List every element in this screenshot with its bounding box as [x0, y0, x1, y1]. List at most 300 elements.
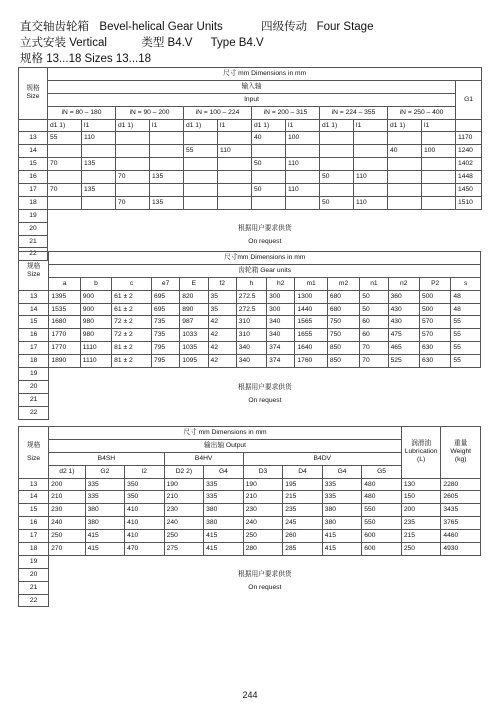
value-cell: 50: [320, 196, 354, 209]
value-cell: [388, 184, 422, 197]
value-cell: 987: [180, 316, 208, 329]
column-header: D4: [283, 465, 323, 478]
value-cell: 310: [236, 316, 266, 329]
value-cell: 1535: [49, 303, 80, 316]
value-cell: 210: [243, 491, 283, 504]
value-cell: [422, 184, 456, 197]
column-header: G5: [362, 465, 402, 478]
column-header: d1 1): [116, 119, 150, 132]
value-cell: 35: [208, 290, 236, 303]
value-cell: 415: [322, 530, 362, 543]
value-cell: [218, 132, 252, 145]
value-cell: 4460: [441, 530, 481, 543]
size-cell: 19: [19, 209, 48, 222]
value-cell: [184, 158, 218, 171]
value-cell: [150, 158, 184, 171]
value-cell: 81 ± 2: [112, 342, 152, 355]
value-cell: 1565: [295, 316, 327, 329]
column-header: l1: [286, 119, 320, 132]
value-cell: 4930: [441, 543, 481, 556]
lubrication-unit: (L): [417, 456, 426, 464]
value-cell: 1240: [456, 145, 482, 158]
size-cell: 15: [19, 504, 49, 517]
table-row: [19, 132, 482, 145]
value-cell: 195: [283, 478, 323, 491]
value-cell: [116, 158, 150, 171]
weight-unit: (kg): [454, 456, 467, 464]
table-row: [19, 303, 481, 316]
value-cell: 200: [401, 504, 441, 517]
value-cell: 680: [327, 290, 359, 303]
table-row: [19, 478, 481, 491]
value-cell: [320, 132, 354, 145]
value-cell: 980: [80, 316, 111, 329]
size-cell: 20: [19, 222, 48, 235]
value-cell: 850: [327, 342, 359, 355]
value-cell: 70: [48, 184, 82, 197]
value-cell: 570: [419, 316, 450, 329]
table-row: [19, 171, 482, 184]
column-header: d1 1): [252, 119, 286, 132]
column-header: c: [112, 277, 152, 290]
value-cell: 300: [267, 303, 295, 316]
value-cell: 695: [151, 303, 179, 316]
size-subheader-blank: [19, 119, 48, 132]
page-number: 244: [242, 690, 258, 700]
sizes-line: 规格 13...18 Sizes 13...18: [20, 53, 152, 65]
value-cell: 70: [116, 196, 150, 209]
output-shaft-table: [18, 426, 481, 607]
value-cell: 135: [82, 184, 116, 197]
value-cell: 60: [360, 316, 388, 329]
value-cell: 272.5: [236, 303, 266, 316]
value-cell: 820: [180, 290, 208, 303]
table-row: [19, 368, 481, 381]
output-group: 输出轴 Output: [49, 439, 402, 452]
value-cell: 900: [80, 290, 111, 303]
value-cell: 380: [204, 517, 244, 530]
value-cell: 374: [267, 355, 295, 368]
size-header: [19, 252, 49, 291]
value-cell: 61 ± 2: [112, 290, 152, 303]
value-cell: 600: [362, 530, 402, 543]
value-cell: 48: [451, 290, 481, 303]
value-cell: 1402: [456, 158, 482, 171]
column-header: G2: [85, 465, 125, 478]
value-cell: 350: [125, 491, 165, 504]
value-cell: 72 ± 2: [112, 316, 152, 329]
value-cell: 1448: [456, 171, 482, 184]
value-cell: 215: [401, 530, 441, 543]
value-cell: 235: [283, 504, 323, 517]
size-cell: 19: [19, 368, 49, 381]
column-header: D3: [243, 465, 283, 478]
value-cell: [82, 171, 116, 184]
value-cell: 61 ± 2: [112, 303, 152, 316]
value-cell: [354, 145, 388, 158]
column-header: E: [180, 277, 208, 290]
value-cell: 50: [360, 290, 388, 303]
value-cell: [150, 132, 184, 145]
value-cell: 230: [243, 504, 283, 517]
value-cell: [48, 196, 82, 209]
value-cell: 335: [204, 491, 244, 504]
value-cell: 70: [360, 355, 388, 368]
value-cell: 680: [327, 303, 359, 316]
value-cell: [286, 171, 320, 184]
table-row: [19, 491, 481, 504]
value-cell: 335: [322, 478, 362, 491]
value-cell: 50: [360, 303, 388, 316]
value-cell: 72 ± 2: [112, 329, 152, 342]
column-header: a: [49, 277, 80, 290]
value-cell: 410: [125, 517, 165, 530]
value-cell: 110: [82, 132, 116, 145]
value-cell: 55: [451, 316, 481, 329]
size-header-cn: 规格: [26, 85, 40, 93]
size-header-en: Size: [27, 270, 41, 278]
column-header: e7: [151, 277, 179, 290]
value-cell: 250: [49, 530, 85, 543]
size-cell: 14: [19, 145, 48, 158]
value-cell: 2605: [441, 491, 481, 504]
value-cell: 415: [204, 543, 244, 556]
ratio-header: iN = 250 – 400: [388, 106, 456, 119]
value-cell: 850: [327, 355, 359, 368]
value-cell: 250: [243, 530, 283, 543]
weight-header: [441, 427, 481, 479]
input-group-en: Input: [48, 93, 456, 106]
column-header: D2 2): [164, 465, 204, 478]
table-row: [19, 355, 481, 368]
table-row: [19, 145, 482, 158]
size-cell: 16: [19, 517, 49, 530]
value-cell: 1035: [180, 342, 208, 355]
value-cell: [320, 158, 354, 171]
value-cell: 475: [388, 329, 419, 342]
value-cell: [354, 132, 388, 145]
value-cell: 190: [243, 478, 283, 491]
value-cell: 735: [151, 316, 179, 329]
column-header: f2: [208, 277, 236, 290]
value-cell: 230: [49, 504, 85, 517]
value-cell: 750: [327, 329, 359, 342]
value-cell: 550: [362, 517, 402, 530]
value-cell: 110: [286, 184, 320, 197]
value-cell: 1440: [295, 303, 327, 316]
value-cell: [82, 196, 116, 209]
ratio-header: iN = 200 – 315: [252, 106, 320, 119]
column-header: n1: [360, 277, 388, 290]
column-header: l1: [150, 119, 184, 132]
g1-subheader-blank: [456, 119, 482, 132]
size-cell: 18: [19, 355, 49, 368]
value-cell: 795: [151, 342, 179, 355]
value-cell: 300: [267, 290, 295, 303]
size-cell: 16: [19, 329, 49, 342]
value-cell: 900: [80, 303, 111, 316]
value-cell: 250: [401, 543, 441, 556]
value-cell: 135: [150, 196, 184, 209]
value-cell: 1033: [180, 329, 208, 342]
size-cell: 17: [19, 184, 48, 197]
value-cell: 50: [252, 184, 286, 197]
value-cell: [218, 196, 252, 209]
size-header-en: Size: [26, 93, 40, 101]
column-header: l1: [82, 119, 116, 132]
table-row: [19, 196, 482, 209]
ratio-header: iN = 100 – 224: [184, 106, 252, 119]
value-cell: 240: [164, 517, 204, 530]
value-cell: [286, 145, 320, 158]
value-cell: [422, 158, 456, 171]
size-cell: 22: [19, 594, 49, 607]
column-header: s: [451, 277, 481, 290]
value-cell: 335: [322, 491, 362, 504]
value-cell: 340: [236, 355, 266, 368]
value-cell: 230: [164, 504, 204, 517]
value-cell: [116, 184, 150, 197]
column-header: d1 1): [388, 119, 422, 132]
value-cell: 81 ± 2: [112, 355, 152, 368]
table-row: [19, 342, 481, 355]
table-row: [19, 504, 481, 517]
type-b4sh: B4SH: [49, 452, 164, 465]
value-cell: 630: [419, 355, 450, 368]
column-header: h: [236, 277, 266, 290]
value-cell: [116, 132, 150, 145]
column-header: d1 1): [48, 119, 82, 132]
on-request-en: On request: [248, 238, 282, 246]
value-cell: [388, 158, 422, 171]
title-line-1: [20, 20, 373, 34]
value-cell: 695: [151, 290, 179, 303]
value-cell: 335: [85, 478, 125, 491]
value-cell: 360: [388, 290, 419, 303]
value-cell: 110: [286, 158, 320, 171]
column-header: h2: [267, 277, 295, 290]
value-cell: 735: [151, 329, 179, 342]
value-cell: 135: [82, 158, 116, 171]
value-cell: [150, 145, 184, 158]
value-cell: 795: [151, 355, 179, 368]
size-cell: 22: [19, 248, 48, 261]
value-cell: 40: [388, 145, 422, 158]
table-row: [19, 316, 481, 329]
size-cell: 21: [19, 393, 49, 406]
size-cell: 14: [19, 491, 49, 504]
type-b4dv: B4DV: [243, 452, 401, 465]
value-cell: 1510: [456, 196, 482, 209]
value-cell: 200: [49, 478, 85, 491]
value-cell: 50: [320, 171, 354, 184]
value-cell: 600: [362, 543, 402, 556]
value-cell: 55: [451, 342, 481, 355]
value-cell: 1640: [295, 342, 327, 355]
value-cell: 3765: [441, 517, 481, 530]
value-cell: 980: [80, 329, 111, 342]
size-cell: 17: [19, 530, 49, 543]
value-cell: [184, 132, 218, 145]
value-cell: [48, 171, 82, 184]
value-cell: [388, 196, 422, 209]
size-cell: 13: [19, 132, 48, 145]
value-cell: 55: [184, 145, 218, 158]
value-cell: 310: [236, 329, 266, 342]
value-cell: 2280: [441, 478, 481, 491]
on-request-cn: 根据用户要求供货: [238, 383, 292, 391]
value-cell: 1095: [180, 355, 208, 368]
dimensions-title: 尺寸 mm Dimensions in mm: [49, 427, 402, 440]
table-row: [19, 530, 481, 543]
value-cell: 890: [180, 303, 208, 316]
value-cell: 70: [116, 171, 150, 184]
column-header: m2: [327, 277, 359, 290]
value-cell: [388, 171, 422, 184]
value-cell: 42: [208, 342, 236, 355]
lubrication-cn: 润滑油: [411, 440, 432, 448]
value-cell: 1890: [49, 355, 80, 368]
value-cell: 430: [388, 316, 419, 329]
value-cell: [388, 132, 422, 145]
value-cell: [422, 171, 456, 184]
value-cell: 335: [204, 478, 244, 491]
on-request-text: [48, 222, 482, 248]
column-header: l1: [354, 119, 388, 132]
value-cell: 42: [208, 329, 236, 342]
dimensions-title: 尺寸 mm Dimensions in mm: [48, 68, 482, 81]
table-row: [19, 555, 481, 568]
value-cell: 190: [164, 478, 204, 491]
ratio-header: iN = 224 – 355: [320, 106, 388, 119]
value-cell: [150, 184, 184, 197]
value-cell: 430: [388, 303, 419, 316]
size-cell: 15: [19, 316, 49, 329]
table-row: [19, 517, 481, 530]
value-cell: 470: [125, 543, 165, 556]
value-cell: 480: [362, 491, 402, 504]
stage-en: Four Stage: [316, 21, 374, 33]
value-cell: 380: [322, 517, 362, 530]
value-cell: [422, 132, 456, 145]
value-cell: 100: [286, 132, 320, 145]
on-request-en: On request: [248, 584, 282, 592]
value-cell: 415: [204, 530, 244, 543]
on-request-en: On request: [248, 396, 282, 404]
column-header: l1: [422, 119, 456, 132]
value-cell: 130: [401, 478, 441, 491]
value-cell: 215: [283, 491, 323, 504]
value-cell: 270: [49, 543, 85, 556]
value-cell: 55: [451, 329, 481, 342]
value-cell: 35: [208, 303, 236, 316]
value-cell: 70: [48, 158, 82, 171]
value-cell: 42: [208, 316, 236, 329]
weight-en: Weight: [450, 448, 472, 456]
value-cell: [354, 158, 388, 171]
size-header-en: Size: [27, 454, 41, 462]
type-cn: 类型 B4.V: [141, 37, 193, 49]
on-request-text: [49, 381, 480, 407]
title-cn: 直交轴齿轮箱: [20, 21, 89, 33]
size-cell: 16: [19, 171, 48, 184]
type-en: Type B4.V: [210, 37, 264, 49]
size-header-cn: 规格: [26, 262, 41, 270]
mounting-label: 立式安装 Vertical: [20, 37, 107, 49]
value-cell: 340: [267, 329, 295, 342]
column-header: l2: [125, 465, 165, 478]
value-cell: [422, 196, 456, 209]
value-cell: [320, 145, 354, 158]
value-cell: 1655: [295, 329, 327, 342]
value-cell: 210: [49, 491, 85, 504]
value-cell: 70: [360, 342, 388, 355]
value-cell: [252, 196, 286, 209]
value-cell: 40: [252, 132, 286, 145]
value-cell: 1760: [295, 355, 327, 368]
value-cell: [116, 145, 150, 158]
input-shaft-table: [18, 67, 482, 261]
size-header-cn: 规格: [26, 441, 41, 449]
on-request-cn: 根据用户要求供货: [238, 571, 292, 579]
value-cell: [218, 171, 252, 184]
value-cell: 1170: [456, 132, 482, 145]
column-header: G4: [204, 465, 244, 478]
value-cell: 335: [85, 491, 125, 504]
value-cell: 380: [204, 504, 244, 517]
dimensions-title: 尺寸mm Dimensions in mm: [49, 252, 481, 265]
value-cell: 480: [362, 478, 402, 491]
value-cell: 525: [388, 355, 419, 368]
on-request-text: [49, 568, 480, 594]
column-header: m1: [295, 277, 327, 290]
ratio-header: iN = 90 – 200: [116, 106, 184, 119]
value-cell: 235: [401, 517, 441, 530]
value-cell: [184, 171, 218, 184]
value-cell: 100: [422, 145, 456, 158]
size-cell: 15: [19, 158, 48, 171]
size-cell: 20: [19, 568, 49, 581]
column-header: d1 1): [320, 119, 354, 132]
g1-header: G1: [456, 80, 482, 119]
value-cell: 350: [125, 478, 165, 491]
value-cell: 415: [85, 543, 125, 556]
value-cell: 3435: [441, 504, 481, 517]
value-cell: 1395: [49, 290, 80, 303]
value-cell: [48, 145, 82, 158]
value-cell: [82, 145, 116, 158]
value-cell: 55: [48, 132, 82, 145]
value-cell: 48: [451, 303, 481, 316]
value-cell: 240: [243, 517, 283, 530]
value-cell: 340: [267, 316, 295, 329]
value-cell: 1450: [456, 184, 482, 197]
table-row: [19, 184, 482, 197]
value-cell: 500: [419, 303, 450, 316]
value-cell: 340: [236, 342, 266, 355]
value-cell: 245: [283, 517, 323, 530]
value-cell: 275: [164, 543, 204, 556]
value-cell: 415: [322, 543, 362, 556]
title-en: Bevel-helical Gear Units: [99, 21, 223, 33]
gear-units-table: [18, 251, 481, 420]
on-request-note: [49, 555, 481, 607]
stage-cn: 四级传动: [261, 21, 308, 33]
type-b4hv: B4HV: [164, 452, 243, 465]
column-header: P2: [419, 277, 450, 290]
value-cell: 60: [360, 329, 388, 342]
value-cell: 1770: [49, 342, 80, 355]
